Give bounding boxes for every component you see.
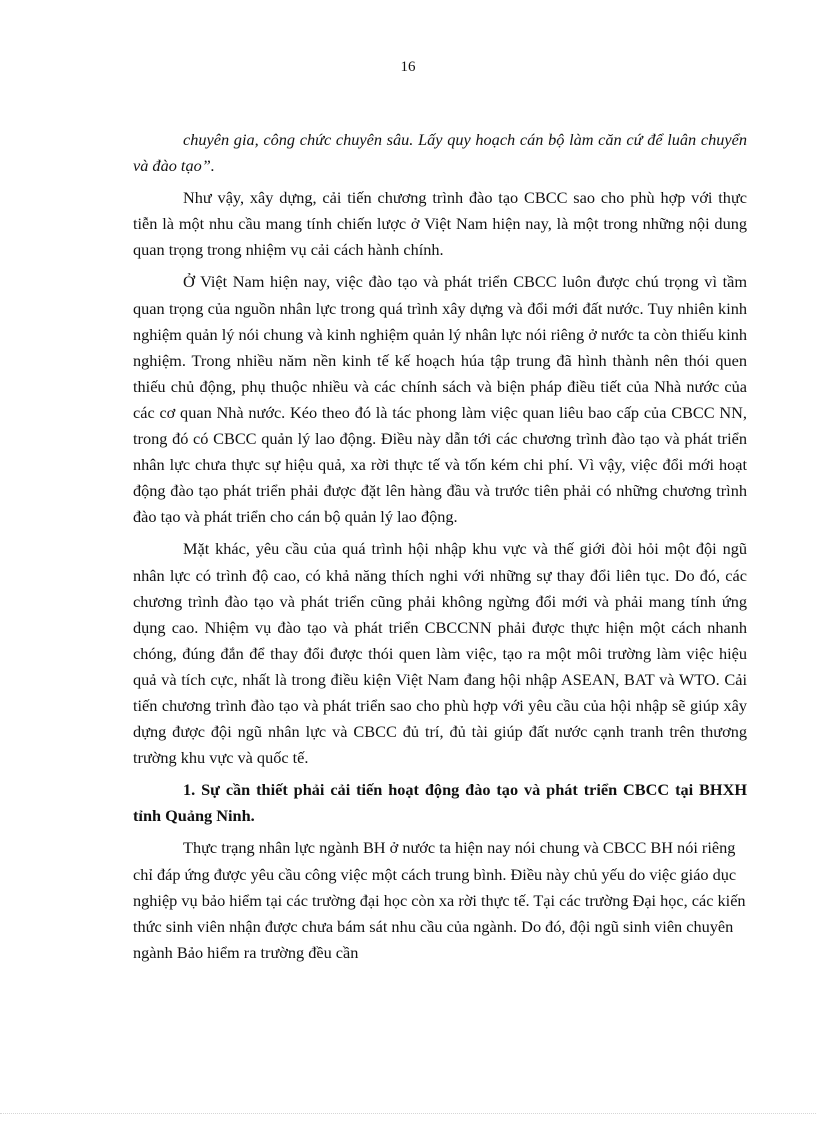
paragraph-integration: Mặt khác, yêu cầu của quá trình hội nhập khu vực và thế giới đòi hỏi một đội ngũ nhân lực có trình độ cao, có khả năng thích nghi với những sự thay đổi liên tục. Do đó, các chương trình đào tạo và phát triển cũng phải không ngừng đổi mới và phải mang tính ứng dụng cao. Nhiệm vụ đào tạo và phát triển CBCCNN phải được thực hiện một cách nhanh chóng, đúng đắn để thay đổi được thói quen làm việc, tạo ra một môi trường làm việc hiệu quả và tích cực, nhất là trong điều kiện Việt Nam đang hội nhập ASEAN, BAT và WTO. Cải tiến chương trình đào tạo và phát triển sao cho phù hợp với yêu cầu của hội nhập sẽ giúp xây dựng được đội ngũ nhân lực và CBCC đủ trí, đủ tài giúp đất nước cạnh tranh trên thương trường khu vực và quốc tế.	[133, 539, 747, 768]
page-bottom-rule	[0, 1113, 816, 1114]
paragraph-reform-need: Như vậy, xây dựng, cải tiến chương trình đào tạo CBCC sao cho phù hợp với thực tiễn là một nhu cầu mang tính chiến lược ở Việt Nam hiện nay, là một trong những nội dung quan trọng trong nhiệm vụ cải cách hành chính.	[133, 188, 747, 260]
document-body	[133, 127, 747, 972]
paragraph-current-state: Thực trạng nhân lực ngành BH ở nước ta hiện nay nói chung và CBCC BH nói riêng chỉ đáp ứng được yêu cầu công việc một cách trung bình. Điều này chủ yếu do việc giáo dục nghiệp vụ bảo hiểm tại các trường đại học còn xa rời thực tế. Tại các trường Đại học, các kiến thức sinh viên nhận được chưa bám sát nhu cầu của ngành. Do đó, đội ngũ sinh viên chuyên ngành Bảo hiểm ra trường đều cần	[133, 838, 746, 962]
quote-continuation: chuyên gia, công chức chuyên sâu. Lấy quy hoạch cán bộ làm căn cứ để luân chuyển và đào tạo”.	[133, 130, 747, 176]
page-number: 16	[400, 59, 416, 75]
paragraph-vietnam-training: Ở Việt Nam hiện nay, việc đào tạo và phát triển CBCC luôn được chú trọng vì tầm quan trọng của nguồn nhân lực trong quá trình xây dựng và đổi mới đất nước. Tuy nhiên kinh nghiệm quản lý nói chung và kinh nghiệm quản lý nhân lực nói riêng ở nước ta còn thiếu kinh nghiệm. Trong nhiều năm nền kinh tế kế hoạch húa tập trung đã hình thành nên thói quen thiếu chủ động, phụ thuộc nhiều và các chính sách và biện pháp điều tiết của Nhà nước của các cơ quan Nhà nước. Kéo theo đó là tác phong làm việc quan liêu bao cấp của CBCC NN, trong đó có CBCC quản lý lao động. Điều này dẫn tới các chương trình đào tạo và phát triển nhân lực chưa thực sự hiệu quả, xa rời thực tế và tốn kém chi phí. Vì vậy, việc đổi mới hoạt động đào tạo phát triển phải được đặt lên hàng đầu và trước tiên phải có những chương trình đào tạo và phát triển cho cán bộ quản lý lao động.	[133, 272, 747, 527]
section-heading: 1. Sự cần thiết phải cải tiến hoạt động đào tạo và phát triển CBCC tại BHXH tỉnh Quảng Ninh.	[133, 780, 747, 826]
